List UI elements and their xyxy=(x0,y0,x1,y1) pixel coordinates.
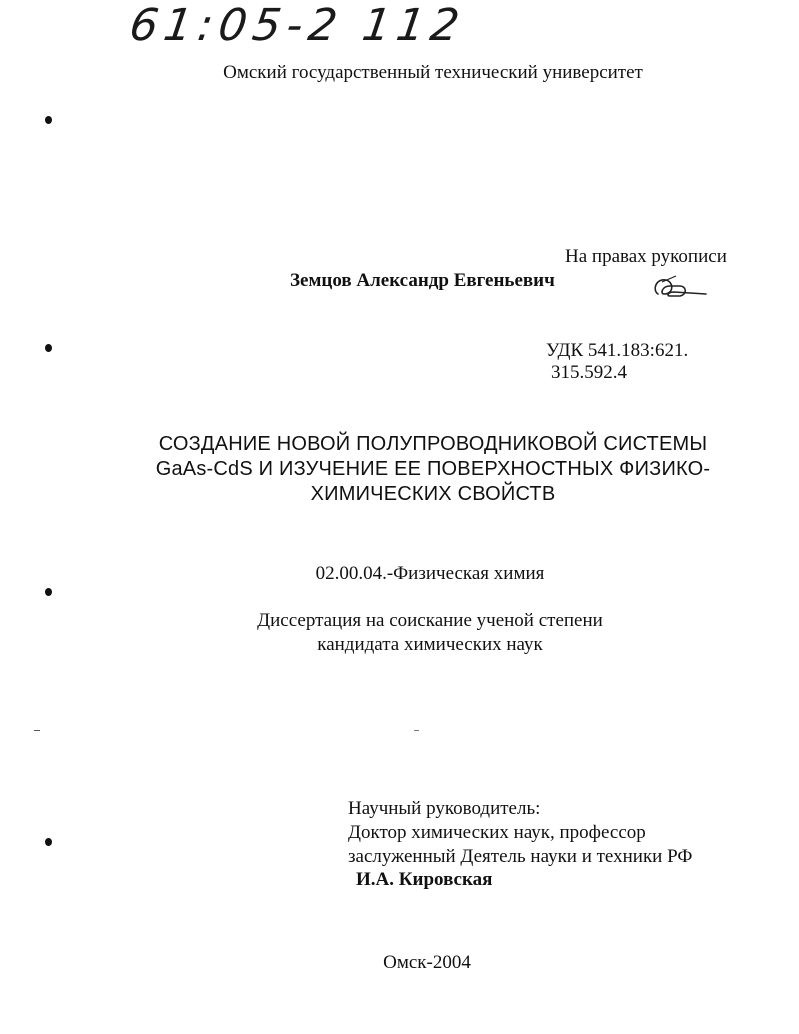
city-year: Омск-2004 xyxy=(383,952,471,973)
degree-line-2: кандидата химических наук xyxy=(317,634,543,655)
supervisor-title: Доктор химических наук, профессор xyxy=(348,822,646,843)
archive-number: 61:05-2 112 xyxy=(126,0,469,51)
manuscript-rights: На правах рукописи xyxy=(565,246,727,267)
title-line-2: GaAs-CdS И ИЗУЧЕНИЕ ЕЕ ПОВЕРХНОСТНЫХ ФИЗИКО- xyxy=(155,458,711,480)
binder-hole-mark xyxy=(45,588,52,596)
supervisor-name: И.А. Кировская xyxy=(356,869,493,890)
udc-line-1: УДК 541.183:621. xyxy=(546,340,689,361)
binder-hole-mark xyxy=(45,344,52,352)
dissertation-title xyxy=(0,432,799,507)
scan-artifact xyxy=(414,730,419,731)
binder-hole-mark xyxy=(45,116,52,124)
title-line-3: ХИМИЧЕСКИХ СВОЙСТВ xyxy=(310,483,556,505)
binder-hole-mark xyxy=(45,838,52,846)
university-name: Омский государственный технический университет xyxy=(223,62,643,83)
supervisor-heading: Научный руководитель: xyxy=(348,798,541,819)
title-line-1: СОЗДАНИЕ НОВОЙ ПОЛУПРОВОДНИКОВОЙ СИСТЕМЫ xyxy=(158,433,708,455)
author-name: Земцов Александр Евгеньевич xyxy=(290,270,555,291)
udc-line-2: 315.592.4 xyxy=(551,362,627,383)
degree-line-1: Диссертация на соискание ученой степени xyxy=(257,610,603,631)
specialty: 02.00.04.-Физическая химия xyxy=(315,563,545,584)
scan-artifact xyxy=(34,730,40,731)
signature-image xyxy=(650,272,710,302)
supervisor-honor: заслуженный Деятель науки и техники РФ xyxy=(348,846,693,867)
